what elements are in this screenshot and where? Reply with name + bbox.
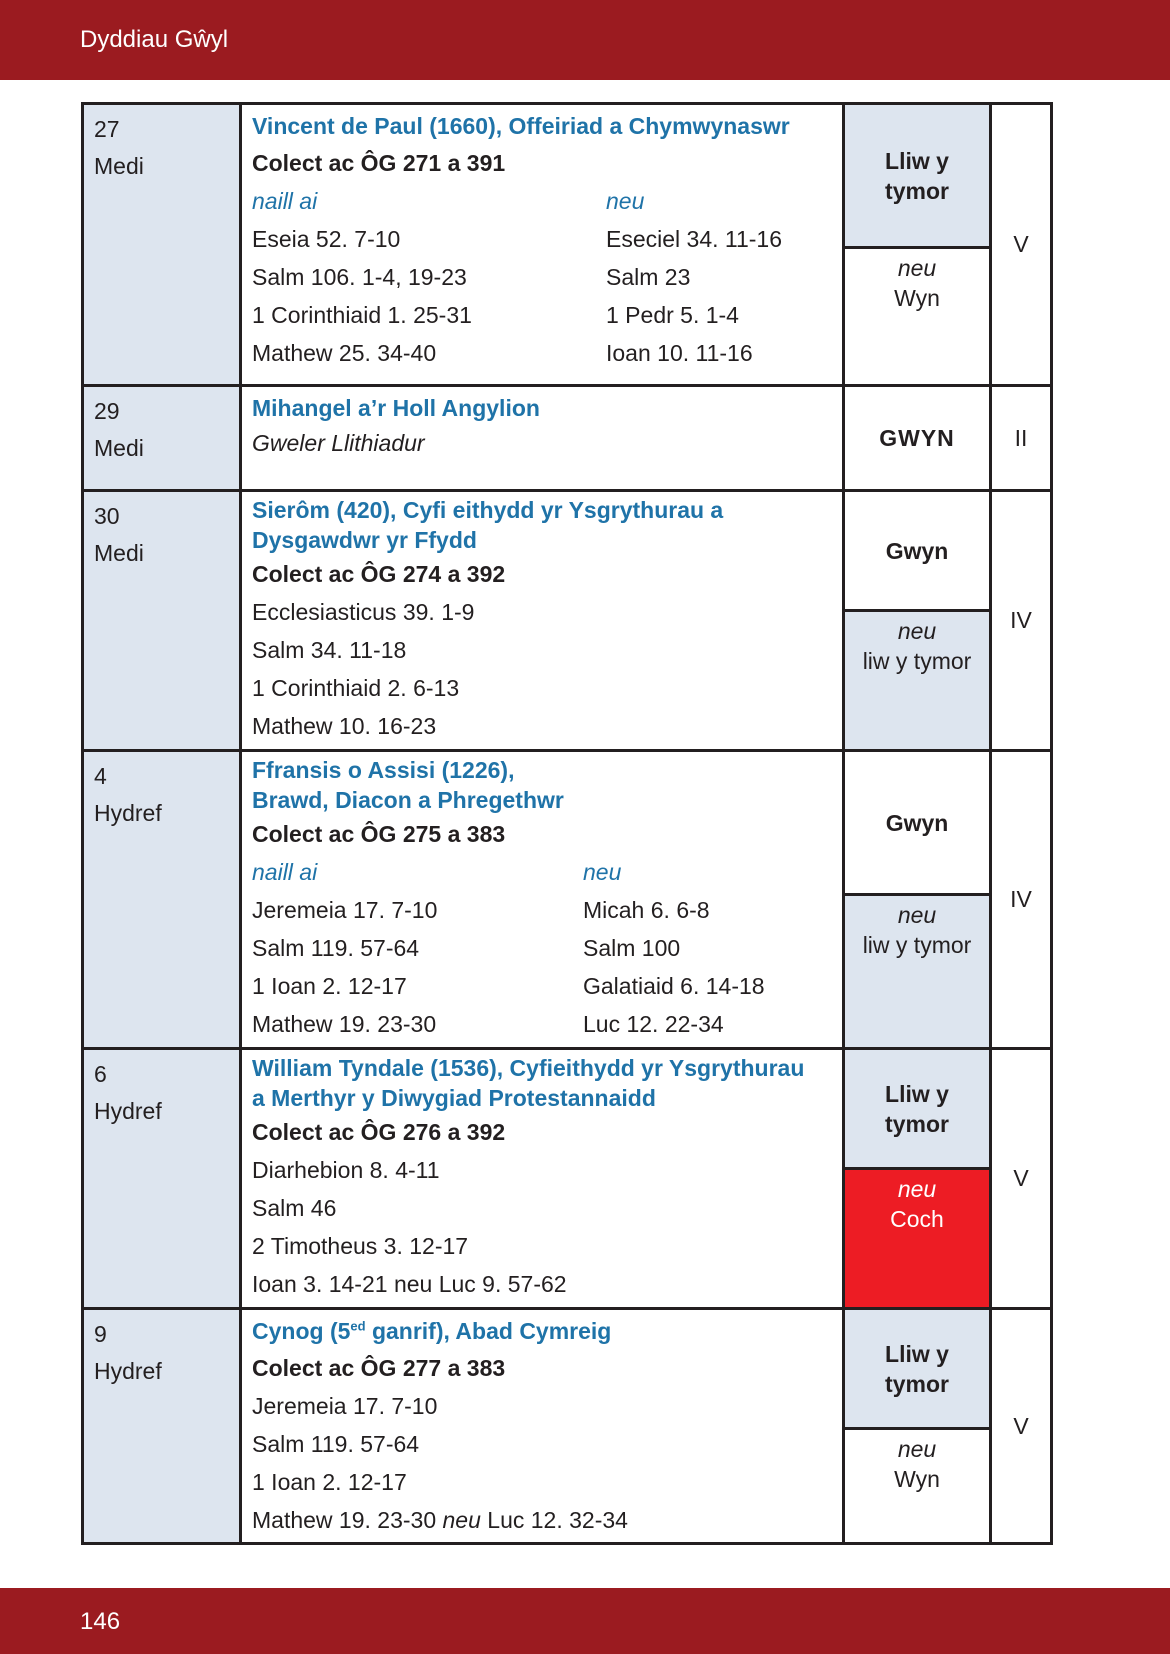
collect-ref: Colect ac ÔG 271 a 391 (252, 150, 506, 176)
commemoration-title: Sierôm (420), Cyfi eithydd yr Ysgrythurau a (252, 497, 724, 523)
commemoration-title: Brawd, Diacon a Phregethwr (252, 787, 564, 813)
colour-text: Wyn (894, 1466, 940, 1492)
colour-alternative (845, 1427, 989, 1542)
reading: Jeremeia 17. 7-10 (252, 1393, 438, 1419)
colour-primary (845, 1050, 989, 1167)
colour-text: tymor (885, 1370, 949, 1397)
or-label: neu (583, 859, 622, 885)
collect-ref: Colect ac ÔG 276 a 392 (252, 1119, 506, 1145)
commemoration-title: Dysgawdwr yr Ffydd (252, 527, 477, 553)
liturgical-colour-cell (842, 1050, 992, 1307)
month: Hydref (94, 1098, 162, 1124)
rank-cell: V (1013, 1165, 1029, 1191)
or-label: neu (897, 902, 937, 928)
reading: Salm 100 (583, 935, 681, 961)
page-number: 146 (80, 1608, 121, 1635)
commemoration-title: William Tyndale (1536), Cyfieithydd yr Ysgrythurau (252, 1055, 805, 1081)
liturgical-colour-cell (842, 492, 992, 749)
reading: Mathew 25. 34-40 (252, 340, 437, 366)
commemoration-title: a Merthyr y Diwygiad Protestannaidd (252, 1085, 656, 1111)
month: Hydref (94, 800, 162, 826)
commemoration-title (252, 1313, 842, 1349)
day: 6 (94, 1061, 107, 1087)
reading: Ecclesiasticus 39. 1-9 (252, 599, 475, 625)
colour-text: tymor (885, 177, 949, 204)
calendar-row (81, 1307, 1053, 1545)
reading: 1 Corinthiaid 1. 25-31 (252, 302, 472, 328)
rank-cell: V (1013, 1412, 1029, 1439)
or-label: neu (897, 1436, 937, 1462)
reading: Salm 34. 11-18 (252, 637, 407, 663)
reading-text: Mathew 19. 23-30 (252, 1507, 443, 1533)
either-label: naill ai (252, 188, 318, 214)
colour-primary: GWYN (879, 425, 955, 451)
rank-cell: IV (1010, 886, 1032, 912)
reading: Ioan 10. 11-16 (606, 340, 753, 366)
reading (252, 1501, 842, 1539)
reading: 1 Ioan 2. 12-17 (252, 973, 407, 999)
colour-text: Wyn (894, 285, 940, 311)
date-cell (84, 387, 242, 489)
date-cell (84, 1310, 242, 1542)
month: Hydref (94, 1358, 162, 1384)
reading: 1 Ioan 2. 12-17 (252, 1469, 407, 1495)
reading: Galatiaid 6. 14-18 (583, 973, 765, 999)
readings-cell (242, 387, 842, 489)
calendar-row (81, 384, 1053, 492)
reading: Salm 119. 57-64 (252, 1431, 420, 1457)
or-label: neu (897, 255, 937, 281)
collect-ref: Colect ac ÔG 274 a 392 (252, 561, 506, 587)
calendar-row (81, 749, 1053, 1050)
liturgical-colour-cell (842, 105, 992, 384)
see-lectionary-note: Gweler Llithiadur (252, 430, 425, 456)
header-band (0, 0, 1170, 80)
day: 9 (94, 1321, 107, 1347)
or-label: neu (897, 618, 937, 644)
colour-text: Coch (890, 1206, 944, 1232)
day: 29 (94, 398, 120, 424)
reading: Mathew 10. 16-23 (252, 713, 437, 739)
reading: Salm 46 (252, 1195, 337, 1221)
commemoration-title: Vincent de Paul (1660), Offeiriad a Chymwynaswr (252, 113, 790, 139)
footer-band (0, 1588, 1170, 1654)
reading: Ioan 3. 14-21 neu Luc 9. 57-62 (252, 1271, 567, 1297)
month: Medi (94, 435, 144, 461)
calendar-row (81, 1047, 1053, 1310)
colour-primary: Gwyn (885, 537, 949, 564)
readings-cell (242, 492, 842, 749)
liturgical-colour-cell (842, 387, 992, 489)
colour-primary (845, 1310, 989, 1427)
rank-cell: IV (1010, 607, 1032, 633)
colour-text: Lliw y (885, 1080, 949, 1107)
colour-text: tymor (885, 1110, 949, 1137)
reading: Eseciel 34. 11-16 (606, 226, 783, 252)
reading: 2 Timotheus 3. 12-17 (252, 1233, 469, 1259)
calendar-row (81, 489, 1053, 752)
or-label: neu (442, 1507, 481, 1533)
colour-alternative (845, 246, 989, 384)
reading: Jeremeia 17. 7-10 (252, 897, 438, 923)
colour-text: Lliw y (885, 147, 949, 174)
colour-alternative (845, 893, 989, 1047)
reading: Luc 12. 22-34 (583, 1011, 724, 1037)
reading-text: Luc 12. 32-34 (480, 1507, 628, 1533)
reading: Mathew 19. 23-30 (252, 1011, 437, 1037)
ordinal-suffix: ed (350, 1318, 366, 1334)
commemoration-title: Mihangel a’r Holl Angylion (252, 395, 540, 421)
colour-alternative (845, 609, 989, 749)
month: Medi (94, 540, 144, 566)
calendar-row (81, 102, 1053, 387)
collect-ref: Colect ac ÔG 277 a 383 (252, 1355, 506, 1381)
title-text: Cynog (5 (252, 1318, 351, 1344)
date-cell (84, 1050, 242, 1307)
readings-cell (242, 1050, 842, 1307)
day: 27 (94, 116, 120, 142)
colour-text: liw y tymor (862, 932, 972, 958)
day: 4 (94, 763, 107, 789)
reading: 1 Pedr 5. 1-4 (606, 302, 739, 328)
or-label: neu (606, 188, 645, 214)
date-cell (84, 105, 242, 384)
readings-cell (242, 105, 842, 384)
reading: Salm 119. 57-64 (252, 935, 420, 961)
day: 30 (94, 503, 120, 529)
readings-cell (242, 1310, 842, 1542)
rank-cell: II (1014, 424, 1028, 451)
reading: Salm 106. 1-4, 19-23 (252, 264, 467, 290)
running-title: Dyddiau Gŵyl (80, 26, 229, 53)
collect-ref: Colect ac ÔG 275 a 383 (252, 821, 506, 847)
date-cell (84, 492, 242, 749)
liturgical-colour-cell (842, 752, 992, 1047)
date-cell (84, 752, 242, 1047)
colour-text: Lliw y (885, 1340, 949, 1367)
reading: Salm 23 (606, 264, 691, 290)
or-label: neu (897, 1176, 937, 1202)
reading: Micah 6. 6-8 (583, 897, 710, 923)
reading: Eseia 52. 7-10 (252, 226, 401, 252)
title-text: ganrif), Abad Cymreig (365, 1318, 612, 1344)
readings-cell (242, 752, 842, 1047)
month: Medi (94, 153, 144, 179)
colour-text: liw y tymor (862, 648, 972, 674)
colour-primary (845, 105, 989, 246)
rank-cell: V (1013, 231, 1029, 257)
either-label: naill ai (252, 859, 318, 885)
colour-alternative (845, 1167, 989, 1307)
commemoration-title: Ffransis o Assisi (1226), (252, 757, 515, 783)
colour-primary: Gwyn (885, 809, 949, 836)
reading: 1 Corinthiaid 2. 6-13 (252, 675, 460, 701)
reading: Diarhebion 8. 4-11 (252, 1157, 440, 1183)
liturgical-colour-cell (842, 1310, 992, 1542)
